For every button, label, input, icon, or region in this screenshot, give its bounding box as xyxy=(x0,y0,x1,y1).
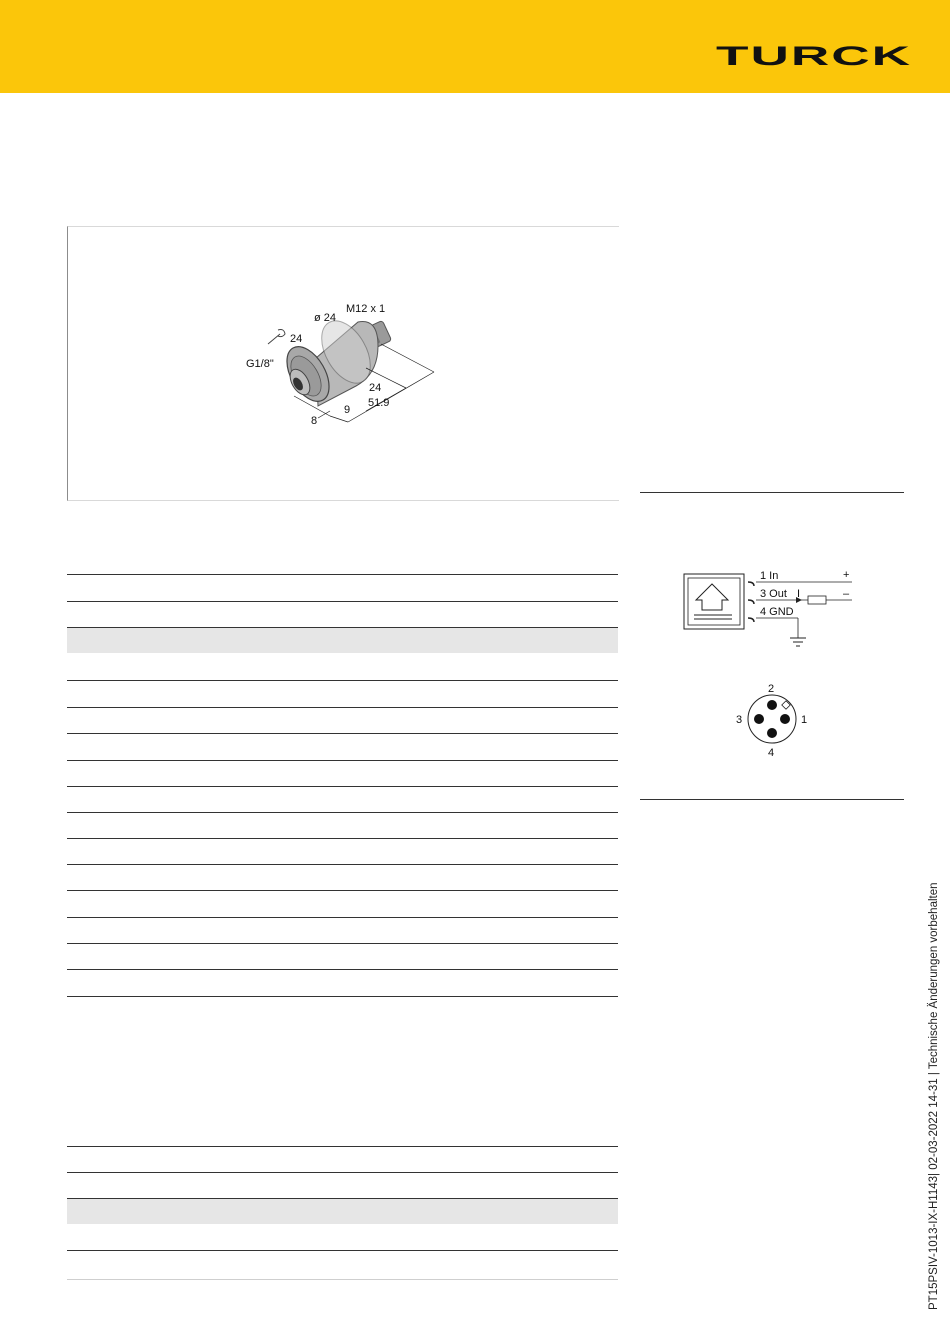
svg-text:1 In: 1 In xyxy=(760,570,779,582)
right-rule-bottom xyxy=(640,799,904,800)
table2-rule xyxy=(67,1146,618,1147)
table1-rule xyxy=(67,812,618,813)
table1-rule xyxy=(67,786,618,787)
table2-rule-end xyxy=(67,1279,618,1280)
svg-text:–: – xyxy=(843,588,850,600)
table1-rule xyxy=(67,733,618,734)
table1-rule xyxy=(67,601,618,602)
table1-rule xyxy=(67,627,618,628)
svg-text:24: 24 xyxy=(369,382,382,394)
right-rule-top xyxy=(640,492,904,493)
table2-rule xyxy=(67,1250,618,1251)
svg-text:1: 1 xyxy=(801,714,808,726)
svg-text:51.9: 51.9 xyxy=(368,397,390,409)
table1-rule xyxy=(67,838,618,839)
table2-rule xyxy=(67,1172,618,1173)
svg-text:3: 3 xyxy=(736,714,743,726)
table1-section-row xyxy=(67,627,618,653)
connector-pinout xyxy=(732,678,812,760)
table1-rule xyxy=(67,574,618,575)
table1-rule xyxy=(67,680,618,681)
document-footer-vertical: PT15PSIV-1013-IX-H1143| 02-03-2022 14-31 | Technische Änderungen vorbehalten xyxy=(928,882,940,1310)
svg-text:3 Out: 3 Out xyxy=(760,588,787,600)
sensor-icon xyxy=(696,584,728,610)
svg-text:I: I xyxy=(797,588,801,600)
dimension-drawing xyxy=(238,296,438,431)
table1-rule xyxy=(67,760,618,761)
table1-rule xyxy=(67,996,618,997)
table1-rule xyxy=(67,917,618,918)
svg-text:4: 4 xyxy=(768,747,775,759)
logo-text: TURCK xyxy=(716,44,912,68)
wrench-icon xyxy=(268,330,285,345)
svg-text:9: 9 xyxy=(344,404,351,416)
svg-text:M12 x 1: M12 x 1 xyxy=(346,303,386,315)
svg-text:2: 2 xyxy=(768,683,775,695)
svg-text:ø 24: ø 24 xyxy=(314,312,337,324)
table1-rule xyxy=(67,864,618,865)
svg-text:4 GND: 4 GND xyxy=(760,606,794,618)
table2-section-row xyxy=(67,1198,618,1224)
table2-rule xyxy=(67,1198,618,1199)
table1-rule xyxy=(67,969,618,970)
svg-text:8: 8 xyxy=(311,415,318,427)
table1-rule xyxy=(67,943,618,944)
turck-logo xyxy=(714,44,914,68)
load-resistor xyxy=(808,596,826,604)
wiring-diagram xyxy=(680,560,860,655)
table1-rule xyxy=(67,890,618,891)
svg-text:+: + xyxy=(843,569,850,581)
svg-text:24: 24 xyxy=(290,333,303,345)
table1-rule xyxy=(67,707,618,708)
header-bar xyxy=(0,0,950,93)
svg-text:G1/8": G1/8" xyxy=(246,358,274,370)
